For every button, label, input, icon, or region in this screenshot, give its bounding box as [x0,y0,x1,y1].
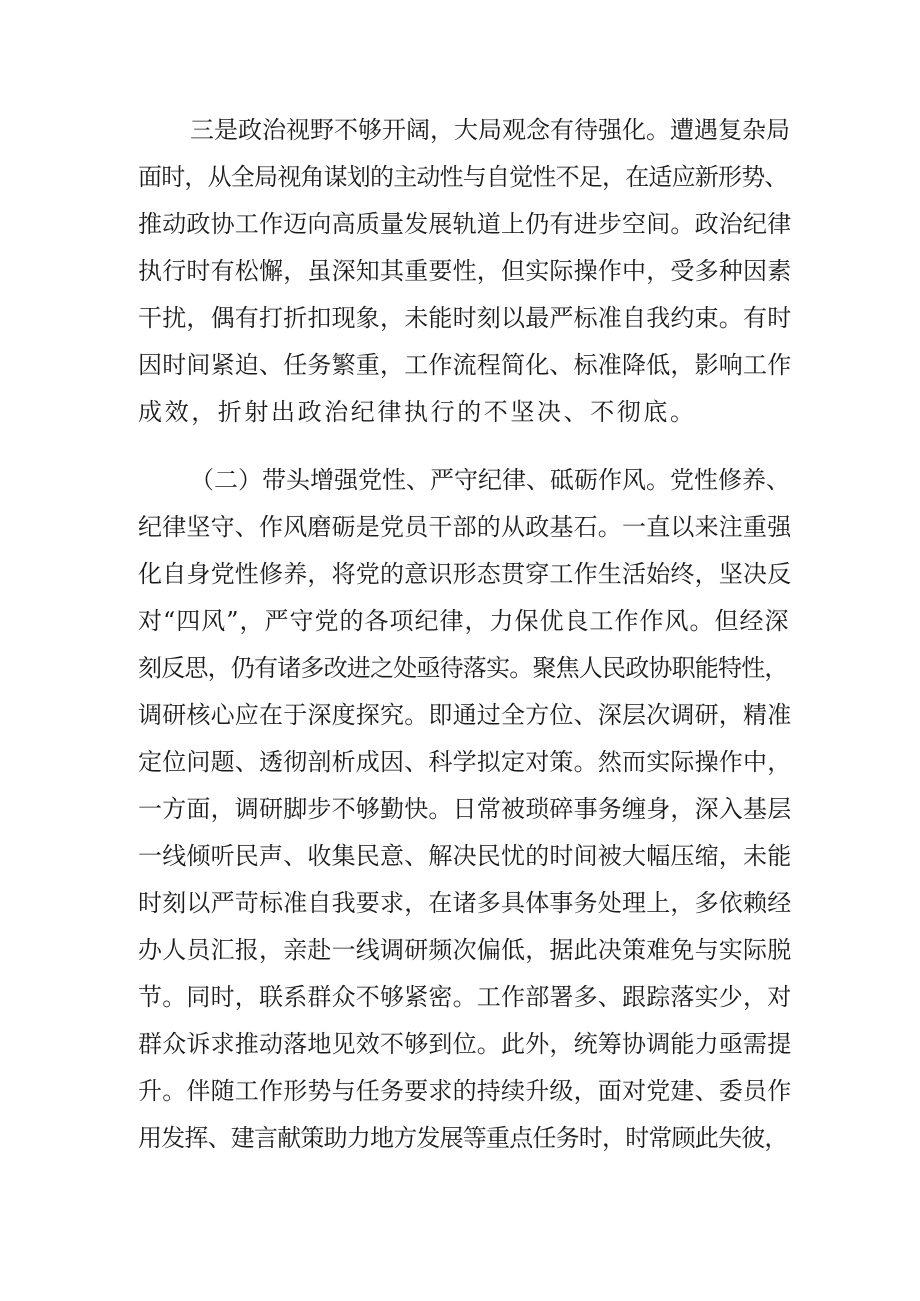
paragraph-1-line-6: 因时间紧迫、任务繁重，工作流程简化、标准降低，影响工作 [138,351,792,379]
paragraph-2-line-10: 时刻以严苛标准自我要求，在诸多具体事务处理上，多依赖经 [138,889,792,917]
paragraph-2-line-8: 一方面，调研脚步不够勤快。日常被琐碎事务缠身，深入基层 [138,795,792,823]
paragraph-2-line-1: （二）带头增强党性、严守纪律、砥砺作风。党性修养、 [190,466,790,494]
paragraph-1-line-7: 成效，折射出政治纪律执行的不坚决、不彻底。 [138,398,697,426]
paragraph-2-line-13: 群众诉求推动落地见效不够到位。此外，统筹协调能力亟需提 [138,1030,792,1058]
paragraph-2-line-6: 调研核心应在于深度探究。即通过全方位、深层次调研，精准 [138,701,792,729]
paragraph-1-line-3: 推动政协工作迈向高质量发展轨道上仍有进步空间。政治纪律 [138,210,792,238]
paragraph-2-line-11: 办人员汇报，亲赴一线调研频次偏低，据此决策难免与实际脱 [138,936,792,964]
paragraph-2-line-15: 用发挥、建言献策助力地方发展等重点任务时，时常顾此失彼， [138,1124,788,1152]
paragraph-2-line-14: 升。伴随工作形势与任务要求的持续升级，面对党建、委员作 [138,1077,792,1105]
paragraph-1-line-1: 三是政治视野不够开阔，大局观念有待强化。遭遇复杂局 [190,116,790,144]
paragraph-2-line-12: 节。同时，联系群众不够紧密。工作部署多、跟踪落实少，对 [138,983,792,1011]
paragraph-1-line-2: 面时，从全局视角谋划的主动性与自觉性不足，在适应新形势、 [138,163,788,191]
paragraph-2-line-7: 定位问题、透彻剖析成因、科学拟定对策。然而实际操作中， [138,748,792,776]
paragraph-1-line-5: 干扰，偶有打折扣现象，未能时刻以最严标准自我约束。有时 [138,304,792,332]
paragraph-2-line-4: 对“四风”，严守党的各项纪律，力保优良工作作风。但经深 [138,607,790,635]
paragraph-2-line-3: 化自身党性修养，将党的意识形态贯穿工作生活始终，坚决反 [138,560,792,588]
paragraph-1-line-4: 执行时有松懈，虽深知其重要性，但实际操作中，受多种因素 [138,257,792,285]
paragraph-2-line-9: 一线倾听民声、收集民意、解决民忧的时间被大幅压缩，未能 [138,842,792,870]
paragraph-2-line-2: 纪律坚守、作风磨砺是党员干部的从政基石。一直以来注重强 [138,513,792,541]
paragraph-2-line-5: 刻反思，仍有诸多改进之处亟待落实。聚焦人民政协职能特性， [138,654,788,682]
